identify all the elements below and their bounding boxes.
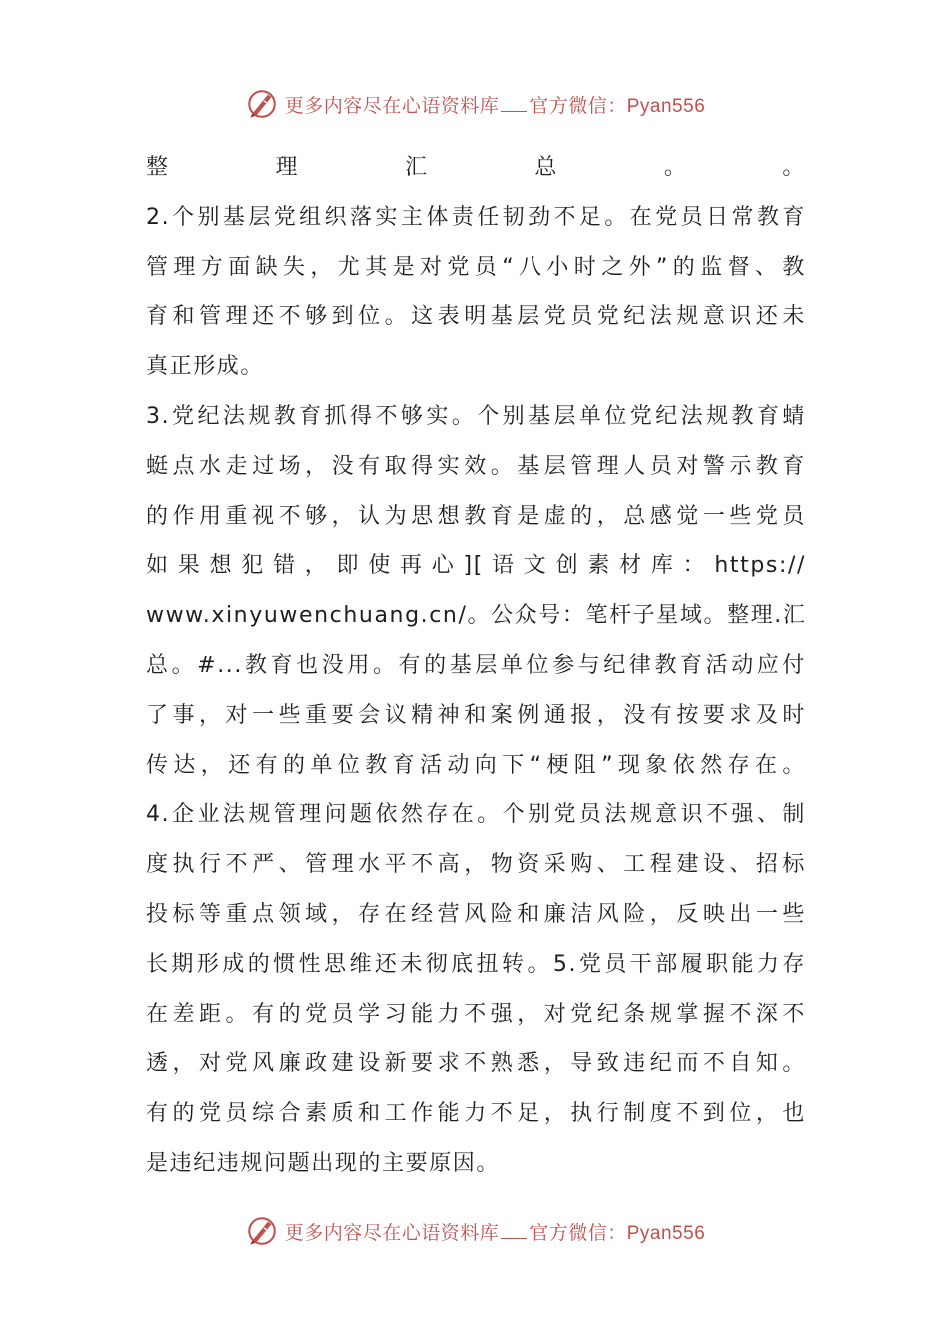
header-banner-dash xyxy=(501,111,527,112)
text-line: 有的党员综合素质和工作能力不足，执行制度不到位，也 xyxy=(146,1101,806,1127)
text-line: 总。#...教育也没用。有的基层单位参与纪律教育活动应付 xyxy=(146,652,806,678)
footer-banner-wechat: 官方微信： xyxy=(529,1221,627,1244)
text-line: 了事，对一些重要会议精神和案例通报，没有按要求及时 xyxy=(146,702,806,728)
text-line: 长期形成的惯性思维还未彻底扭转。5.党员干部履职能力存 xyxy=(146,951,806,977)
text-line: 育和管理还不够到位。这表明基层党员党纪法规意识还未 xyxy=(146,304,806,330)
footer-banner-main: 更多内容尽在心语资料库 xyxy=(284,1221,500,1244)
header-banner-main: 更多内容尽在心语资料库 xyxy=(284,94,500,117)
text-line: 4.企业法规管理问题依然存在。个别党员法规意识不强、制 xyxy=(146,802,806,828)
text-line: 是违纪违规问题出现的主要原因。 xyxy=(146,1150,501,1176)
text-line: 在差距。有的党员学习能力不强，对党纪条规掌握不深不 xyxy=(146,1001,806,1027)
text-line: 整理汇总。。 xyxy=(146,155,806,180)
header-banner-text xyxy=(285,91,706,118)
header-banner-id: Pyan556 xyxy=(626,95,706,117)
footer-banner-text xyxy=(285,1218,706,1245)
pen-logo-icon xyxy=(245,87,279,121)
text-line: 管理方面缺失，尤其是对党员“八小时之外”的监督、教 xyxy=(146,254,806,280)
text-line: 的作用重视不够，认为思想教育是虚的，总感觉一些党员 xyxy=(146,503,806,529)
document-body xyxy=(146,143,806,1189)
text-line: 投标等重点领域，存在经营风险和廉洁风险，反映出一些 xyxy=(146,901,806,927)
text-line: www.xinyuwenchuang.cn/。公众号：笔杆子星域。整理.汇 xyxy=(146,603,806,629)
header-banner-wechat: 官方微信： xyxy=(529,94,627,117)
footer-banner-dash xyxy=(501,1238,527,1239)
text-line: 度执行不严、管理水平不高，物资采购、工程建设、招标 xyxy=(146,852,806,878)
text-line: 蜓点水走过场，没有取得实效。基层管理人员对警示教育 xyxy=(146,453,806,479)
text-line: 真正形成。 xyxy=(146,354,265,380)
header-banner xyxy=(0,84,950,124)
text-line: 3.党纪法规教育抓得不够实。个别基层单位党纪法规教育蜻 xyxy=(146,403,806,429)
text-line: 透，对党风廉政建设新要求不熟悉，导致违纪而不自知。 xyxy=(146,1051,806,1077)
footer-banner xyxy=(0,1211,950,1251)
text-line: 传达，还有的单位教育活动向下“梗阻”现象依然存在。 xyxy=(146,752,806,778)
footer-banner-id: Pyan556 xyxy=(626,1222,706,1244)
text-line: 2.个别基层党组织落实主体责任韧劲不足。在党员日常教育 xyxy=(146,204,806,230)
text-line: 如果想犯错，即使再心][语文创素材库：https:// xyxy=(146,553,806,579)
pen-logo-icon xyxy=(245,1214,279,1248)
